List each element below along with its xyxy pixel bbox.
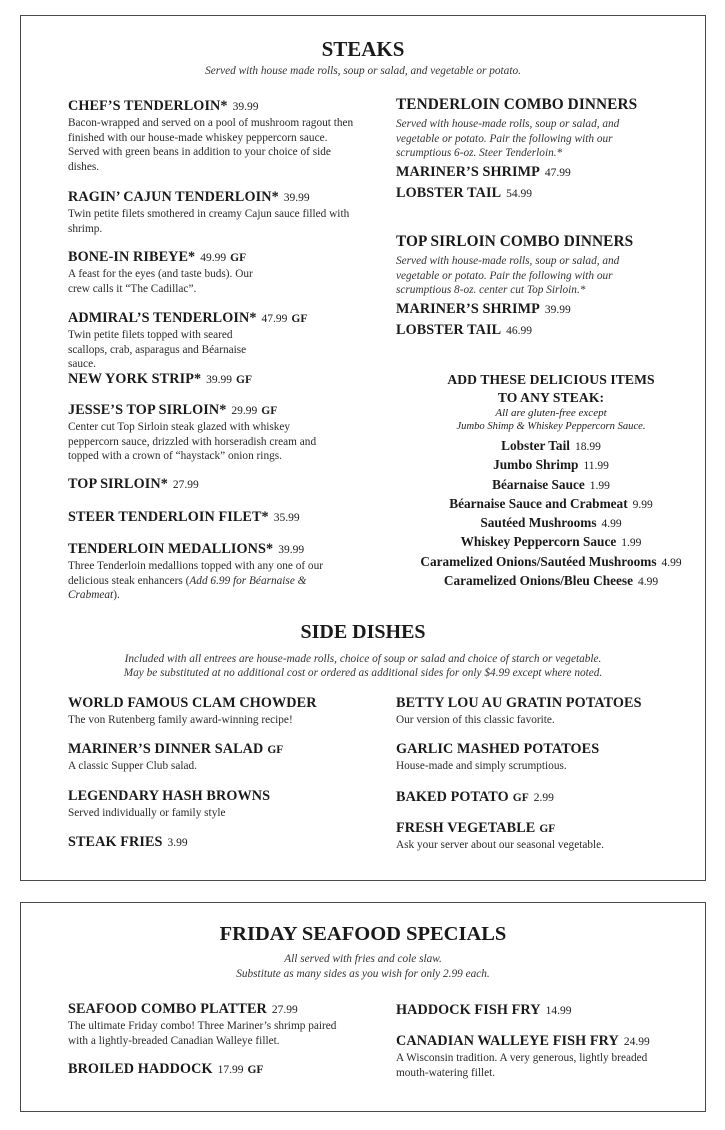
addons-note-line2: Jumbo Shimp & Whiskey Peppercorn Sauce.: [456, 421, 646, 432]
item-name: TENDERLOIN MEDALLIONS*: [68, 541, 274, 557]
item-price: 39.99: [283, 192, 310, 204]
addon-item: Caramelized Onions/Sautéed Mushrooms 4.99: [420, 553, 682, 569]
side-dishes-title: SIDE DISHES: [300, 621, 426, 643]
item-name: CHEF’S TENDERLOIN*: [68, 98, 228, 114]
item-name: RAGIN’ CAJUN TENDERLOIN*: [68, 189, 279, 205]
section-description: Served with house-made rolls, soup or salad, and vegetable or potato. Pair the following with our scrumptious 6-oz. Steer Tenderloin.*: [396, 118, 620, 159]
item-price: 29.99: [231, 405, 258, 417]
item-price: 47.99: [261, 313, 288, 325]
item-price: 14.99: [545, 1005, 572, 1017]
friday-subtitle-line2: Substitute as many sides as you wish for only 2.99 each.: [236, 968, 490, 980]
special-broiled-haddock: BROILED HADDOCK 17.99 GF: [68, 1061, 264, 1077]
menu-item-top-sirloin: [68, 475, 199, 493]
item-name: BONE-IN RIBEYE*: [68, 249, 196, 265]
addon-item: Caramelized Onions/Bleu Cheese 4.99: [443, 573, 659, 589]
side-item-fresh-vegetable: FRESH VEGETABLE GF Ask your server about our seasonal vegetable.: [396, 819, 686, 853]
section-title: TOP SIRLOIN COMBO DINNERS: [396, 233, 634, 250]
item-price: 2.99: [533, 792, 554, 804]
item-description: Center cut Top Sirloin steak glazed with whiskey peppercorn sauce, drizzled with horseradish cream and topped with a crown of “haystack” onion rings.: [68, 421, 317, 462]
friday-specials-title: FRIDAY SEAFOOD SPECIALS: [219, 923, 507, 945]
combo-item: MARINER’S SHRIMP 39.99: [396, 300, 571, 317]
side-item-au-gratin: BETTY LOU AU GRATIN POTATOES Our version of this classic favorite.: [396, 694, 686, 728]
addon-item: Béarnaise Sauce and Crabmeat 9.99: [449, 495, 653, 511]
item-name: NEW YORK STRIP*: [68, 371, 202, 387]
section-title: TENDERLOIN COMBO DINNERS: [396, 96, 638, 113]
gluten-free-badge: GF: [267, 744, 284, 756]
item-description: A classic Supper Club salad.: [68, 760, 197, 772]
menu-item-admirals-tenderloin: [68, 309, 307, 372]
side-item-hash-browns: LEGENDARY HASH BROWNS Served individually or family style: [68, 787, 358, 821]
gluten-free-badge: GF: [291, 313, 308, 325]
addons-title-line2: TO ANY STEAK:: [497, 389, 605, 405]
gluten-free-badge: GF: [230, 252, 247, 264]
item-price: 27.99: [172, 479, 199, 491]
menu-item-new-york-strip: [68, 370, 252, 388]
side-item-dinner-salad: MARINER’S DINNER SALAD GF A classic Supper Club salad.: [68, 740, 358, 774]
menu-item-bone-in-ribeye: [68, 248, 268, 296]
steaks-title: STEAKS: [321, 37, 405, 61]
addon-item: Sautéed Mushrooms 4.99: [480, 515, 622, 531]
side-item-clam-chowder: WORLD FAMOUS CLAM CHOWDER The von Rutenberg family award-winning recipe!: [68, 694, 358, 728]
item-price: 49.99: [200, 252, 227, 264]
item-description: Ask your server about our seasonal vegetable.: [396, 839, 604, 851]
item-name: ADMIRAL’S TENDERLOIN*: [68, 310, 257, 326]
steaks-subtitle: Served with house made rolls, soup or salad, and vegetable or potato.: [205, 65, 521, 77]
item-name: JESSE’S TOP SIRLOIN*: [68, 402, 227, 418]
menu-item-chefs-tenderloin: [68, 97, 358, 174]
menu-item-jesses-top-sirloin: [68, 401, 328, 464]
addons-note-line1: All are gluten-free except: [495, 407, 607, 419]
addon-item: Jumbo Shrimp 11.99: [493, 457, 609, 473]
gluten-free-badge: GF: [512, 792, 529, 804]
combo-item: MARINER’S SHRIMP 47.99: [396, 163, 571, 180]
friday-specials-panel: [20, 902, 706, 1112]
special-seafood-combo: SEAFOOD COMBO PLATTER 27.99 The ultimate Friday combo! Three Mariner’s shrimp paired with a lightly-breaded Canadian Walleye fillet.: [68, 1000, 358, 1048]
side-item-baked-potato: BAKED POTATO GF 2.99: [396, 789, 554, 805]
gluten-free-badge: GF: [247, 1064, 264, 1076]
item-name: TOP SIRLOIN*: [68, 476, 168, 492]
side-dishes-subtitle-line2: May be substituted at no additional cost or ordered as additional sides for only $4.99 except where noted.: [123, 667, 603, 679]
item-price: 27.99: [271, 1004, 298, 1016]
item-price: 39.99: [232, 101, 259, 113]
side-item-steak-fries: STEAK FRIES 3.99: [68, 834, 188, 850]
item-price: 17.99: [217, 1064, 244, 1076]
item-description: House-made and simply scrumptious.: [396, 760, 567, 772]
steak-addons-section: [396, 371, 706, 591]
item-name: STEER TENDERLOIN FILET*: [68, 509, 269, 525]
gluten-free-badge: GF: [539, 823, 556, 835]
side-dishes-subtitle-line1: Included with all entrees are house-made rolls, choice of soup or salad and choice of starch or vegetable.: [124, 653, 602, 665]
item-description: The ultimate Friday combo! Three Mariner’s shrimp paired with a lightly-breaded Canadian Walleye fillet.: [68, 1020, 337, 1047]
item-description: Served individually or family style: [68, 807, 226, 819]
item-price: 24.99: [623, 1036, 650, 1048]
addon-item: Lobster Tail 18.99: [501, 438, 601, 453]
sirloin-combo-section: [396, 233, 633, 341]
item-price: 39.99: [206, 374, 233, 386]
item-description: Twin petite filets smothered in creamy Cajun sauce filled with shrimp.: [68, 208, 350, 235]
item-price: 35.99: [273, 512, 300, 524]
addon-item: Whiskey Peppercorn Sauce 1.99: [460, 534, 642, 550]
item-description: Our version of this classic favorite.: [396, 714, 555, 726]
steaks-and-sides-panel: [20, 15, 706, 881]
friday-subtitle-line1: All served with fries and cole slaw.: [284, 953, 442, 965]
side-item-garlic-mashed: GARLIC MASHED POTATOES House-made and simply scrumptious.: [396, 740, 686, 774]
section-description: Served with house-made rolls, soup or salad, and vegetable or potato. Pair the following with our scrumptious 8-oz. center cut Top Sirloin.*: [396, 255, 620, 296]
item-description: A Wisconsin tradition. A very generous, lightly breaded mouth-watering fillet.: [396, 1052, 648, 1079]
addon-item: Béarnaise Sauce 1.99: [492, 476, 610, 492]
item-price: 39.99: [278, 544, 305, 556]
special-haddock-fish-fry: HADDOCK FISH FRY 14.99: [396, 1002, 572, 1018]
item-description: The von Rutenberg family award-winning recipe!: [68, 714, 293, 726]
combo-item: LOBSTER TAIL 54.99: [396, 184, 533, 201]
tenderloin-combo-section: [396, 96, 637, 204]
addons-title-line1: ADD THESE DELICIOUS ITEMS: [447, 372, 655, 387]
item-description: Twin petite filets topped with seared scallops, crab, asparagus and Béarnaise sauce.: [68, 329, 247, 370]
item-price: 3.99: [167, 837, 188, 849]
item-description: Bacon-wrapped and served on a pool of mushroom ragout then finished with our house-made whiskey peppercorn sauce. Served with green beans in addition to your choice of side dishes.: [68, 117, 354, 173]
menu-item-tenderloin-medallions: [68, 540, 358, 603]
gluten-free-badge: GF: [261, 405, 278, 417]
menu-item-ragin-cajun-tenderloin: [68, 188, 358, 236]
combo-item: LOBSTER TAIL 46.99: [396, 321, 533, 338]
item-description: A feast for the eyes (and taste buds). Our crew calls it “The Cadillac”.: [68, 268, 253, 295]
special-walleye-fish-fry: CANADIAN WALLEYE FISH FRY 24.99 A Wisconsin tradition. A very generous, lightly breaded mouth-watering fillet.: [396, 1032, 676, 1080]
gluten-free-badge: GF: [236, 374, 253, 386]
menu-item-steer-tenderloin-filet: [68, 508, 300, 526]
item-description: Three Tenderloin medallions topped with any one of our delicious steak enhancers (Add 6.99 for Béarnaise & Crabmeat).: [68, 560, 323, 601]
